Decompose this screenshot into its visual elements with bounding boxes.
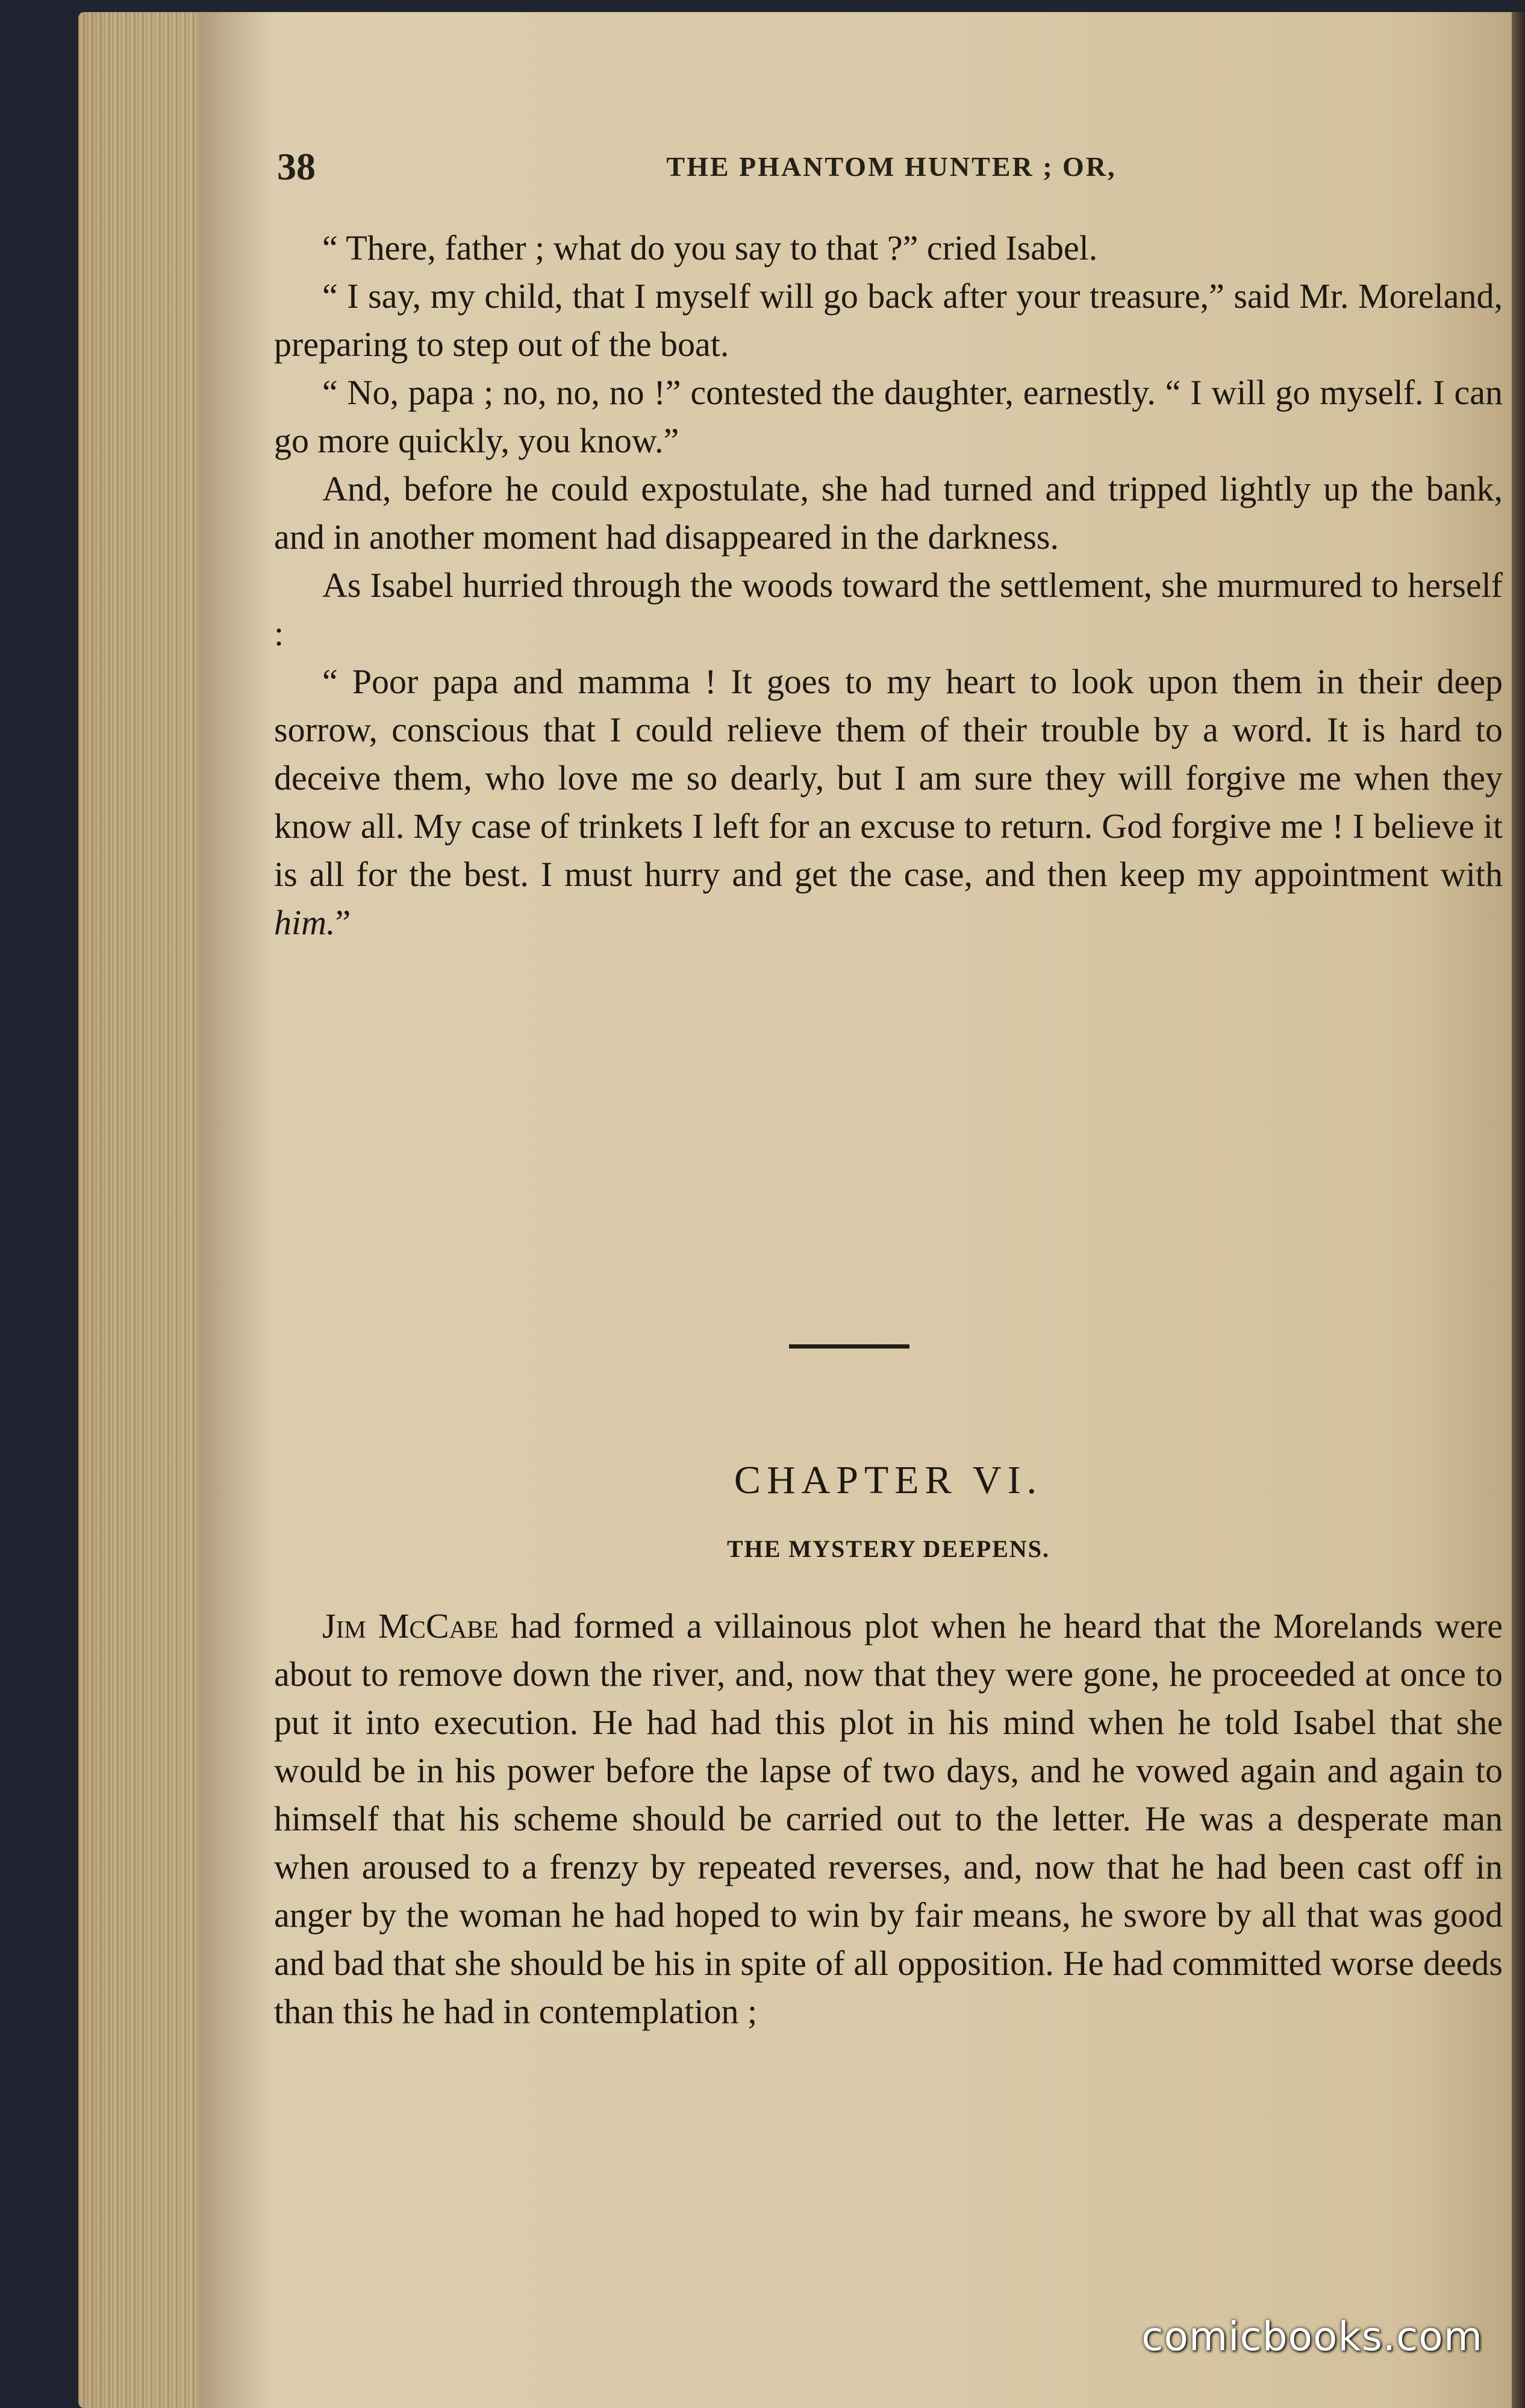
chapter-paragraph	[274, 1602, 1503, 2036]
paragraph: As Isabel hurried through the woods toward the settlement, she murmured to herself :	[274, 566, 1503, 653]
emphasis-text: him.	[274, 903, 335, 942]
section-rule	[789, 1344, 909, 1349]
body-text-top	[274, 224, 1503, 947]
page-header	[277, 145, 1506, 193]
book-spine	[1512, 12, 1525, 2408]
watermark-logo: comicbooks.com	[1141, 2313, 1483, 2360]
lead-name: Jim McCabe	[322, 1606, 499, 1645]
paragraph: “ There, father ; what do you say to that ?” cried Isabel.	[322, 228, 1098, 267]
page-edges	[78, 12, 199, 2408]
chapter-subtitle: THE MYSTERY DEEPENS.	[726, 1535, 1050, 1562]
paragraph-last	[274, 658, 1503, 947]
closing-quote: ”	[335, 903, 351, 942]
body-text-chapter	[274, 1602, 1503, 2036]
running-title: THE PHANTOM HUNTER ; OR,	[666, 151, 1117, 182]
page-number: 38	[277, 145, 316, 188]
paragraph: “ No, papa ; no, no, no !” contested the daughter, earnestly. “ I will go myself. I can go more quickly, you know.”	[274, 373, 1503, 460]
paragraph: “ I say, my child, that I myself will go back after your treasure,” said Mr. Moreland, preparing to step out of the boat.	[274, 276, 1503, 364]
paragraph-text: had formed a villainous plot when he heard that the Morelands were about to remove down the river, and, now that they were gone, he proceeded at once to put it into execution. He had had this plot in his mind when he told Isabel that she would be in his power before the lapse of two days, and he vowed again and again to himself that his scheme should be carried out to the letter. He was a desperate man when aroused to a frenzy by repeated reverses, and, now that he had been cast off in anger by the woman he had hoped to win by fair means, he swore by all that was good and bad that she should be his in spite of all opposition. He had committed worse deeds than this he had in contemplation ;	[274, 1606, 1503, 2031]
chapter-title: CHAPTER VI.	[734, 1458, 1043, 1502]
paragraph-text: “ Poor papa and mamma ! It goes to my heart to look upon them in their deep sorrow, conscious that I could relieve them of their trouble by a word. It is hard to deceive them, who love me so dearly, but I am sure they will forgive me when they know all. My case of trinkets I left for an excuse to return. God forgive me ! I believe it is all for the best. I must hurry and get the case, and then keep my appointment with	[274, 662, 1503, 894]
paragraph: And, before he could expostulate, she had turned and tripped lightly up the bank, and in another moment had disappeared in the darkness.	[274, 469, 1503, 557]
gutter-shadow	[199, 12, 271, 2408]
